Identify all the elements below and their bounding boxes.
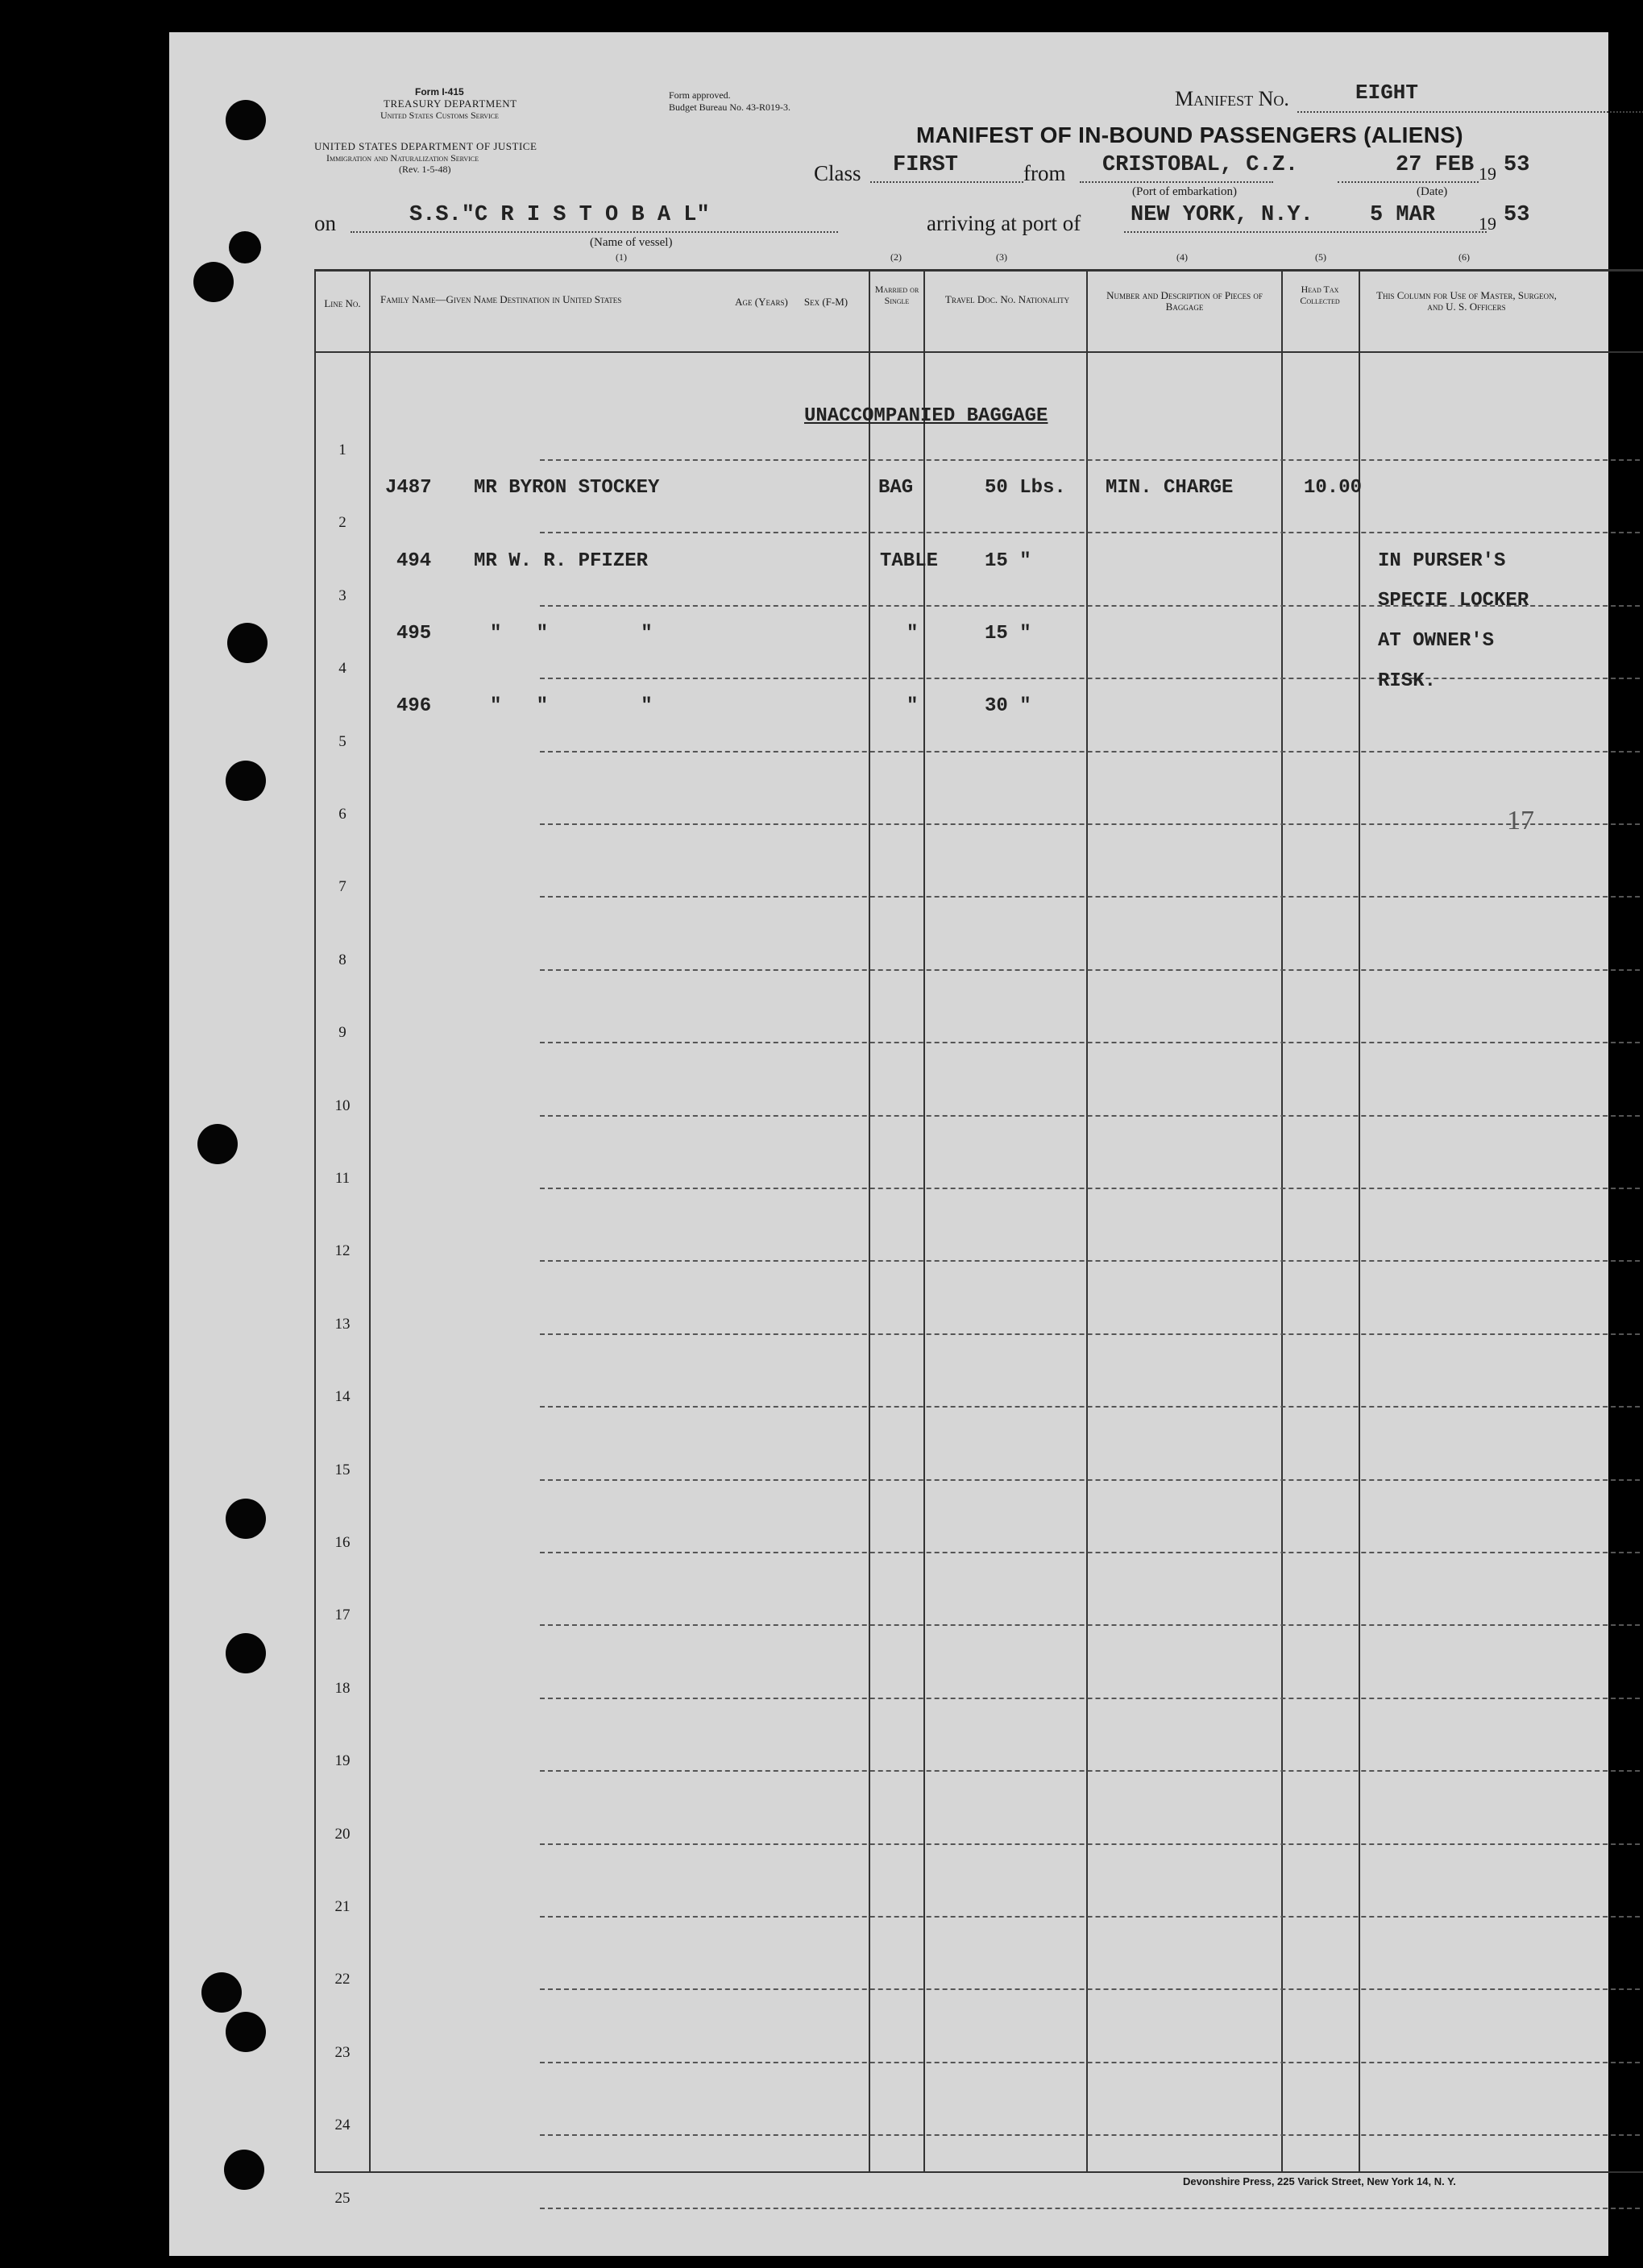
row-rule — [540, 1188, 1643, 1189]
row-2-number: J487 — [385, 477, 432, 499]
ins-service: Immigration and Naturalization Service — [326, 152, 479, 164]
row-3-weight: 15 " — [985, 550, 1031, 572]
header-name: Family Name—Given Name Destination in United States — [380, 293, 622, 305]
row-rule — [540, 896, 1643, 898]
budget-bureau: Budget Bureau No. 43-R019-3. — [669, 102, 790, 113]
column-number-3: (3) — [996, 251, 1007, 263]
manifest-number-value: EIGHT — [1355, 81, 1419, 105]
line-number: 11 — [334, 1170, 351, 1187]
column-number-5: (5) — [1315, 251, 1326, 263]
punch-hole — [226, 1499, 266, 1539]
vessel-rule — [351, 231, 838, 233]
row-2-head-tax: 10.00 — [1304, 477, 1363, 499]
row-5-number: 496 — [396, 695, 432, 717]
margin-number: 17 — [1507, 806, 1534, 835]
row-rule — [540, 1333, 1643, 1335]
arrival-year: 53 — [1504, 203, 1530, 227]
embarkation-port: CRISTOBAL, C.Z. — [1102, 153, 1299, 177]
row-rule — [540, 1552, 1643, 1553]
row-rule — [540, 459, 1643, 461]
divider-baggage — [1281, 269, 1283, 2172]
row-rule — [540, 2062, 1643, 2063]
header-age: Age (Years) — [735, 296, 788, 308]
line-number: 15 — [334, 1462, 351, 1478]
punch-hole — [226, 761, 266, 801]
punch-hole — [226, 2012, 266, 2052]
divider-line-no — [369, 269, 371, 2172]
row-5-item: " — [907, 695, 919, 717]
year-value: 53 — [1504, 153, 1530, 177]
header-married: Married or Single — [874, 284, 919, 306]
line-number: 22 — [334, 1971, 351, 1988]
line-number: 18 — [334, 1680, 351, 1697]
year-prefix: 19 — [1479, 164, 1496, 184]
row-rule — [540, 1988, 1643, 1990]
line-number: 19 — [334, 1752, 351, 1769]
row-4b-note: AT OWNER'S — [1378, 630, 1495, 652]
row-4-number: 495 — [396, 623, 432, 645]
class-rule — [870, 181, 1023, 183]
line-number: 3 — [338, 587, 346, 604]
header-travel-doc: Travel Doc. No. Nationality — [944, 293, 1070, 305]
row-2-weight: 50 Lbs. — [985, 477, 1066, 499]
row-rule — [540, 532, 1643, 533]
from-label: from — [1023, 161, 1066, 185]
line-number: 16 — [334, 1534, 351, 1551]
row-4-ditto: " " " — [490, 623, 653, 645]
form-approved: Form approved. — [669, 89, 731, 101]
row-rule — [540, 1042, 1643, 1043]
punch-hole — [224, 2150, 264, 2190]
row-rule — [540, 1770, 1643, 1772]
line-number: 6 — [338, 806, 346, 823]
row-rule — [540, 823, 1643, 825]
line-number: 17 — [334, 1607, 351, 1623]
row-rule — [540, 2208, 1643, 2209]
column-number-4: (4) — [1176, 251, 1188, 263]
row-2-description: MIN. CHARGE — [1106, 477, 1234, 499]
embarkation-caption: (Port of embarkation) — [1132, 185, 1237, 198]
row-rule — [540, 751, 1643, 753]
class-label: Class — [814, 161, 861, 185]
row-4-weight: 15 " — [985, 623, 1031, 645]
divider-head-tax — [1359, 269, 1360, 2172]
row-4-item: " — [907, 623, 919, 645]
row-3-name: MR W. R. PFIZER — [474, 550, 649, 572]
customs-service: United States Customs Service — [380, 110, 499, 121]
vessel-caption: (Name of vessel) — [590, 236, 673, 249]
row-rule — [540, 1916, 1643, 1918]
arrival-port: NEW YORK, N.Y. — [1131, 203, 1313, 227]
punch-hole — [197, 1124, 238, 1164]
row-2-name: MR BYRON STOCKEY — [474, 477, 660, 499]
header-officers: This Column for Use of Master, Surgeon, and U. S. Officers — [1376, 289, 1557, 313]
date-rule — [1338, 181, 1479, 183]
unaccompanied-heading: UNACCOMPANIED BAGGAGE — [804, 405, 1048, 427]
line-number: 12 — [334, 1242, 351, 1259]
row-rule — [540, 1406, 1643, 1408]
divider-travel-doc — [1086, 269, 1088, 2172]
class-value: FIRST — [893, 153, 959, 177]
line-number: 5 — [338, 733, 346, 750]
header-head-tax: Head Tax Collected — [1300, 284, 1340, 306]
embarkation-date: 27 FEB — [1396, 153, 1475, 177]
line-number: 14 — [334, 1388, 351, 1405]
line-number: 23 — [334, 2044, 351, 2061]
row-rule — [540, 969, 1643, 971]
table-bottom-border — [314, 2171, 1643, 2173]
punch-hole — [193, 262, 234, 302]
line-number: 2 — [338, 514, 346, 531]
row-3-item: TABLE — [880, 550, 939, 572]
arrival-year-prefix: 19 — [1479, 214, 1496, 234]
revision-date: (Rev. 1-5-48) — [399, 164, 451, 175]
line-number: 7 — [338, 878, 346, 895]
punch-hole — [226, 1633, 266, 1673]
row-rule — [540, 1624, 1643, 1626]
header-line-no: Line No. — [324, 297, 361, 309]
line-number: 4 — [338, 660, 346, 677]
vessel-name: S.S."C R I S T O B A L" — [409, 203, 710, 227]
row-5-weight: 30 " — [985, 695, 1031, 717]
line-number: 1 — [338, 442, 346, 458]
arrival-date: 5 MAR — [1370, 203, 1436, 227]
row-rule — [540, 1260, 1643, 1262]
embarkation-rule — [1080, 181, 1273, 183]
line-number: 24 — [334, 2117, 351, 2133]
header-sex: Sex (F-M) — [803, 296, 848, 308]
row-rule — [540, 1479, 1643, 1481]
punch-hole — [226, 100, 266, 140]
punch-hole — [227, 623, 268, 663]
manifest-number-label: Manifest No. — [1175, 87, 1289, 110]
manifest-page — [169, 32, 1608, 2256]
table-header-border — [314, 351, 1643, 353]
row-rule — [540, 1698, 1643, 1699]
column-number-6: (6) — [1458, 251, 1470, 263]
line-number: 25 — [334, 2190, 351, 2207]
line-number: 10 — [334, 1097, 351, 1114]
column-number-2: (2) — [890, 251, 902, 263]
page-title: MANIFEST OF IN-BOUND PASSENGERS (ALIENS) — [916, 122, 1463, 147]
table-top-border — [314, 269, 1643, 272]
line-number: 20 — [334, 1826, 351, 1843]
punch-hole — [201, 1972, 242, 2013]
row-5-note: RISK. — [1378, 670, 1437, 692]
line-number: 9 — [338, 1024, 346, 1041]
date-caption: (Date) — [1417, 185, 1448, 198]
line-number: 8 — [338, 952, 346, 968]
treasury-department: TREASURY DEPARTMENT — [384, 97, 517, 110]
header-baggage: Number and Description of Pieces of Baggage — [1106, 289, 1263, 313]
on-label: on — [314, 211, 336, 235]
form-number: Form I-415 — [415, 86, 464, 97]
row-rule — [540, 678, 1643, 679]
row-rule — [540, 1115, 1643, 1117]
row-2-item: BAG — [878, 477, 914, 499]
row-3-note: IN PURSER'S — [1378, 550, 1506, 572]
row-4-note: SPECIE LOCKER — [1378, 590, 1529, 612]
department-of-justice: UNITED STATES DEPARTMENT OF JUSTICE — [314, 140, 537, 152]
punch-hole — [229, 231, 261, 263]
arrival-rule — [1124, 231, 1487, 233]
row-rule — [540, 1843, 1643, 1845]
manifest-number-rule — [1297, 111, 1643, 113]
printer-imprint: Devonshire Press, 225 Varick Street, New York 14, N. Y. — [1183, 2175, 1456, 2187]
arriving-label: arriving at port of — [927, 211, 1081, 235]
table-left-border — [314, 269, 316, 2172]
row-3-number: 494 — [396, 550, 432, 572]
divider-name — [869, 269, 870, 2172]
line-number: 13 — [334, 1316, 351, 1333]
line-number: 21 — [334, 1898, 351, 1915]
row-rule — [540, 2134, 1643, 2136]
row-5-ditto: " " " — [490, 695, 653, 717]
column-number-1: (1) — [616, 251, 627, 263]
